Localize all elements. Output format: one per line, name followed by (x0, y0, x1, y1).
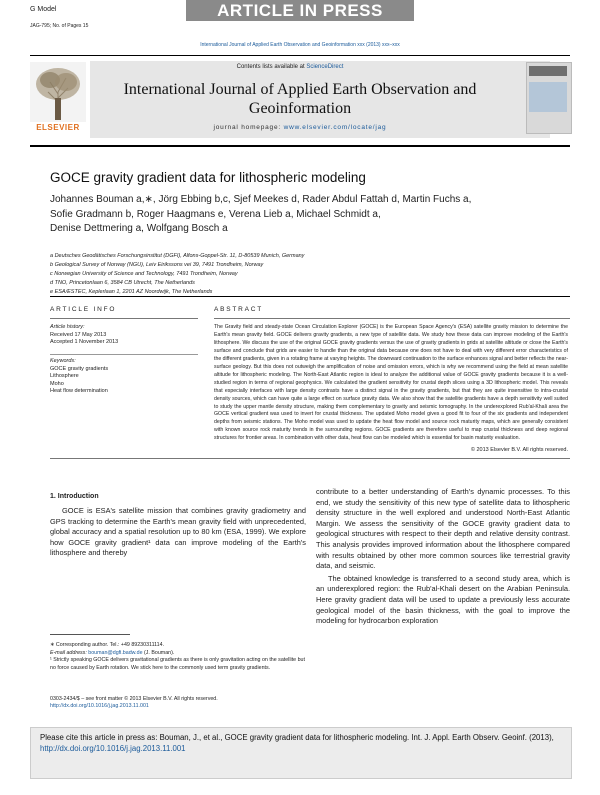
journal-homepage-link[interactable]: www.elsevier.com/locate/jag (283, 124, 387, 131)
contents-line: Contents lists available at ScienceDirect (236, 64, 344, 70)
affiliation-item: c Norwegian University of Science and Technology, 7491 Trondheim, Norway (50, 271, 238, 277)
keywords-rule (50, 354, 198, 355)
keyword-item: Lithosphere (50, 373, 79, 379)
email-note: E-mail address: bouman@dgfi.badw.de (J. Bouman). (50, 649, 175, 656)
affiliation-item: d TNO, Princetonlaan 6, 3584 CB Utrecht, The Netherlands (50, 280, 195, 286)
article-history: Article history: Received 17 May 2013 Accepted 1 November 2013 (50, 324, 119, 345)
article-info-heading: ARTICLE INFO (50, 306, 117, 313)
top-rule (30, 55, 570, 56)
citation-doi-link[interactable]: http://dx.doi.org/10.1016/j.jag.2013.11.001 (40, 744, 186, 753)
journal-homepage: journal homepage: www.elsevier.com/locate/jag (213, 124, 387, 131)
author-list (50, 193, 520, 237)
citation-text: Please cite this article in press as: Bouman, J., et al., GOCE gravity gradient data for lithospheric modeling. Int. J. Appl. Earth Observ. Geoinf. (2013), http://dx.doi.org/10.1016/j.jag.2013.11.001 (40, 733, 554, 753)
abstract-heading: ABSTRACT (214, 306, 264, 313)
footnote-rule (50, 634, 130, 635)
doi-link[interactable]: http://dx.doi.org/10.1016/j.jag.2013.11.001 (50, 703, 149, 710)
elsevier-tree-logo-icon (30, 62, 86, 126)
affiliation-item: a Deutsches Geodätisches Forschungsinstitut (DGFI), Alfons-Goppel-Str. 11, D-80539 Munich, Germany (50, 253, 305, 259)
keywords: Keywords: GOCE gravity gradients Lithosphere Moho Heat flow determination (50, 358, 109, 394)
authors-line-1: Johannes Bouman a,∗, Jörg Ebbing b,c, Sjef Meekes d, Rader Abdul Fattah d, Martin Fuchs a, (50, 194, 472, 205)
body-column-2 (316, 487, 570, 627)
email-link[interactable]: bouman@dgfi.badw.de (88, 649, 143, 656)
footnote-1: ¹ Strictly speaking GOCE delivers gravitational gradients as there is only gravitation acting on the satellite but no force caused by Earth rotation. We stick here to the commonly used term gravity gradients. (50, 657, 305, 671)
paper-title: GOCE gravity gradient data for lithospheric modeling (50, 170, 366, 185)
footnotes (50, 642, 306, 672)
jag-pages-label: JAG-795; No. of Pages 15 (30, 23, 89, 29)
article-in-press-banner: ARTICLE IN PRESS (186, 0, 414, 21)
authors-line-2: Sofie Gradmann b, Roger Haagmans e, Verena Lieb a, Michael Schmidt a, (50, 208, 381, 220)
abstract-rule (214, 318, 570, 319)
body-paragraph: contribute to a better understanding of Earth's dynamic processes. To this end, we study the sensitivity of this new type of satellite data to lithospheric density structure in the well explored and understood North-East Atlantic Margin. We assess the sensitivity of the GOCE gravity gradient data to geological structures with respect to their depth and relative density contrast. This analysis provides improved information about the lithosphere compared with results obtained by other more common sources like terrestrial gravity data, and seismic. (316, 487, 570, 571)
affiliation-item: b Geological Survey of Norway (NGU), Leiv Eirikssons vei 39, 7491 Trondheim, Norway (50, 262, 264, 268)
keyword-item: GOCE gravity gradients (50, 365, 109, 372)
banner-rule (30, 145, 570, 147)
cover-header-band (529, 66, 567, 76)
section-rule (50, 296, 570, 297)
keyword-item: Moho (50, 380, 64, 387)
introduction-heading: 1. Introduction (50, 493, 99, 500)
cover-image-band (529, 82, 567, 112)
affiliation-item: e ESA/ESTEC, Keplerlaan 1, 2201 AZ Noordwijk, The Netherlands (50, 289, 213, 295)
elsevier-wordmark: ELSEVIER (36, 123, 80, 132)
issn-block: 0303-2434/$ – see front matter © 2013 Elsevier B.V. All rights reserved. http://dx.doi.org/10.1016/j.jag.2013.11.001 (50, 696, 306, 710)
sciencedirect-link[interactable]: ScienceDirect (306, 64, 344, 70)
authors-line-3: Denise Dettmering a, Wolfgang Bosch a (50, 223, 228, 234)
article-info-rule (50, 318, 198, 319)
body-paragraph: The obtained knowledge is transferred to a second study area, which is an underexplored region: the Rub'al-Khali desert on the Arabian Peninsula. Here gravity gradient data will be used to update a previously less accurate geological model of the basin thickness, with the goal to improve the modeling for hydrocarbon exploration (316, 573, 570, 626)
affiliations (50, 252, 470, 297)
copyright-notice: © 2013 Elsevier B.V. All rights reserved. (470, 447, 568, 453)
g-model-label: G Model (30, 6, 57, 13)
body-column-1: GOCE is ESA's satellite mission that combines gravity gradiometry and GPS tracking to determine the Earth's mean gravity field with unprecedented, global accuracy and a spatial resolution up to 80 km (ESA, 1999). We explore how GOCE gravity gradient¹ data can improve modeling of the Earth's lithosphere and thereby (50, 506, 306, 558)
abstract-text: The Gravity field and steady-state Ocean Circulation Explorer (GOCE) is the European Space Agency's (ESA) satellite gravity mission to determine the Earth's mean gravity field. GOCE delivers gravity gradients, a new type of satellite data. We study how these data can improve modeling of the Earth's lithosphere. We discuss the use of the original GOCE gravity gradients versus the use of gravity gradients in grids at satellite altitude or close the Earth's surface and conclude that grids are easier to handle than the original data because one does not have to deal with very different error characteristics of the different gradients, given in a rotating frame at varying heights. The downward continuation to the surface enhances signal and better reflects the near-surface geology. But this does not outweigh the amplification of noise and omission errors, which is why we recommend using the field at mean satellite altitude for lithospheric modeling. The North-East Atlantic region is ideal to analyze the additional value of GOCE gravity gradients because it is a well-studied region in terms of regional geophysics. We calculated the gradient sensitivity for crustal depth slices using a 3D lithospheric model. This reveals that especially interfaces with large density contrasts have a distinct signal in the gravity gradients, but that they are quite insensitive to intra-crustal density sources, which can have quite a large effect on surface gravity data. We also show that the satellite gradients have a depth sensitivity well suited to study the upper mantle density structure, making them complementary to gravity and seismic tomography. In the underexplored Rub'al-Khali area the GOCE vertical gradient was used to invert for crustal thickness. The updated Moho model gives a good fit to four of the six gradients and independent depths from seismic stations. The Moho model was used to update the heat flow model and source rock maturity maps, which are generally consistent with known source rock maturity trends in the surrounding regions. GOCE gradients are therefore useful to map crustal thickness and deep regional structures for frontier areas. In combination with other data, heat flow can be modeled which is essential for basin maturity evaluation. (214, 324, 568, 442)
journal-title: International Journal of Applied Earth Observation and Geoinformation (123, 81, 477, 117)
journal-citation-line: International Journal of Applied Earth Observation and Geoinformation xxx (2013) xxx–xxx (200, 42, 400, 48)
abstract-bottom-rule (50, 458, 570, 459)
corresponding-author-note: ∗ Corresponding author. Tel.: +49 89230311114. (50, 642, 165, 648)
keyword-item: Heat flow determination (50, 388, 108, 394)
